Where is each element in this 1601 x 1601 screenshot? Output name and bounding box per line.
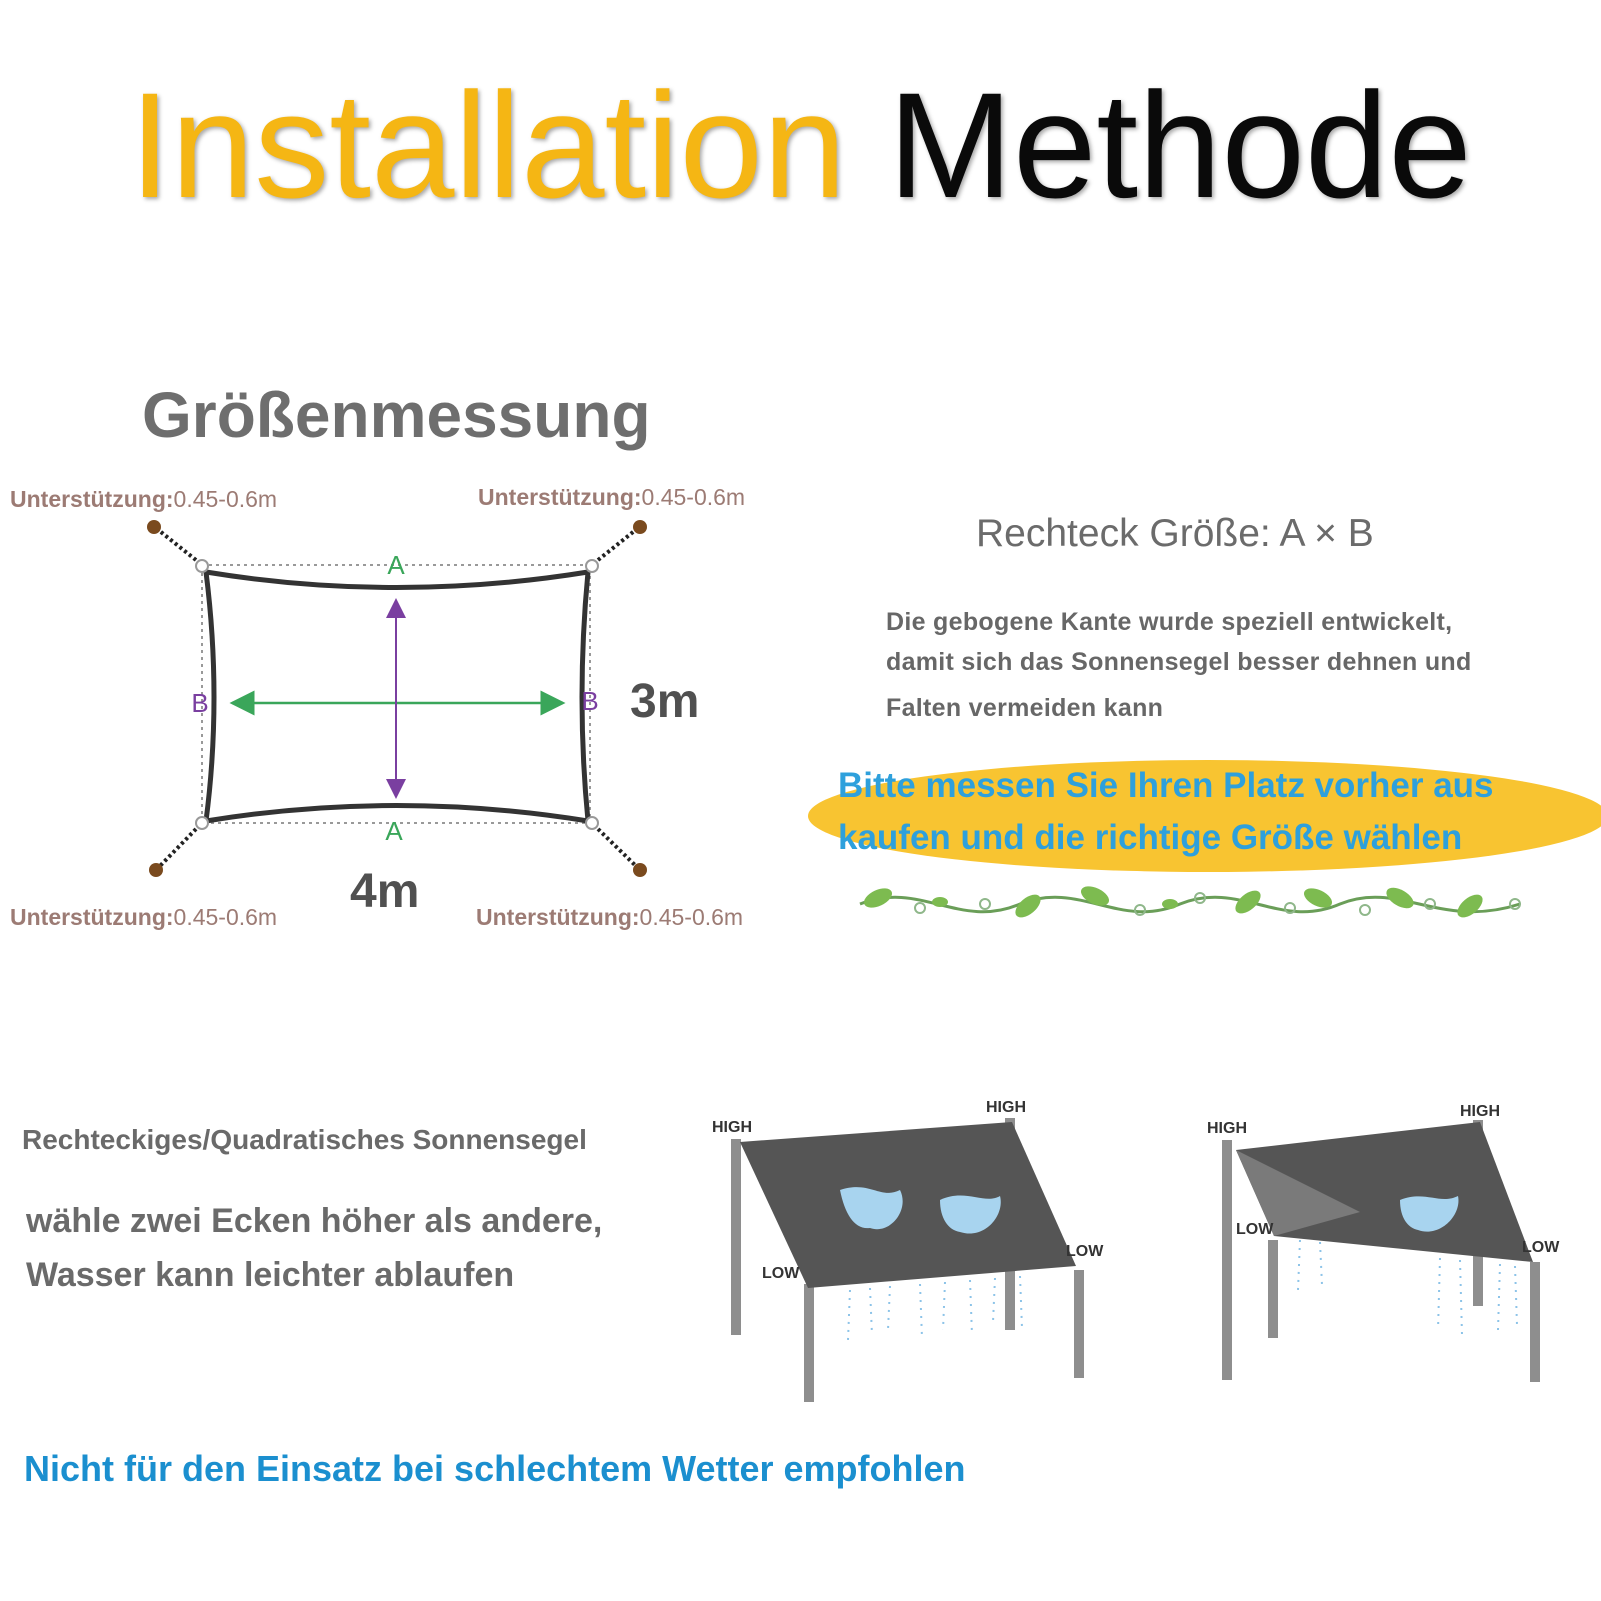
rain-illustration-twisted	[1207, 1103, 1560, 1382]
pole	[731, 1139, 741, 1335]
shade-sail	[740, 1122, 1076, 1288]
support-rope	[158, 829, 196, 868]
description-line: Die gebogene Kante wurde speziell entwickelt,	[886, 608, 1453, 636]
corner-label-high: HIGH	[986, 1099, 1026, 1116]
pole	[1268, 1240, 1278, 1338]
size-measurement-heading: Größenmessung	[142, 379, 651, 451]
vine-decoration	[860, 882, 1520, 921]
description-line: Falten vermeiden kann	[886, 694, 1164, 722]
title-word-methode: Methode	[888, 61, 1472, 229]
height-dimension: 3m	[630, 675, 700, 728]
support-label-key: Unterstützung:	[476, 904, 640, 930]
sail-type-subtitle: Rechteckiges/Quadratisches Sonnensegel	[22, 1124, 587, 1155]
corner-ring	[196, 817, 208, 829]
advice-line: Bitte messen Sie Ihren Platz vorher aus	[838, 766, 1494, 805]
edge-label-b-left: B	[191, 688, 209, 718]
support-rope	[598, 829, 638, 868]
corner-label-low: LOW	[1236, 1221, 1274, 1238]
corner-label-high: HIGH	[1460, 1103, 1500, 1120]
support-label-value: 0.45-0.6m	[173, 486, 278, 512]
corner-ring	[586, 817, 598, 829]
rain-illustration-rectangle	[712, 1099, 1104, 1402]
support-label-value: 0.45-0.6m	[173, 904, 278, 930]
weather-warning: Nicht für den Einsatz bei schlechtem Wetter empfohlen	[24, 1448, 966, 1489]
corner-label-low: LOW	[1066, 1243, 1104, 1260]
drainage-tip-line: wähle zwei Ecken höher als andere,	[26, 1202, 603, 1240]
anchor-point	[147, 520, 161, 534]
drainage-tip-line: Wasser kann leichter ablaufen	[26, 1256, 515, 1294]
title-word-installation: Installation	[129, 61, 847, 229]
pole	[804, 1284, 814, 1402]
edge-label-b-right: B	[581, 686, 599, 716]
support-label-key: Unterstützung:	[10, 486, 174, 512]
advice-line: kaufen und die richtige Größe wählen	[838, 818, 1463, 857]
support-rope	[156, 528, 196, 560]
corner-label-low: LOW	[1522, 1239, 1560, 1256]
edge-label-a-bottom: A	[385, 816, 403, 846]
anchor-point	[633, 520, 647, 534]
rectangle-size-formula: Rechteck Größe: A × B	[976, 512, 1374, 555]
edge-label-a-top: A	[387, 550, 405, 580]
corner-label-high: HIGH	[712, 1119, 752, 1136]
pole	[1074, 1270, 1084, 1378]
anchor-point	[149, 863, 163, 877]
corner-label-low: LOW	[762, 1265, 800, 1282]
support-label-key: Unterstützung:	[10, 904, 174, 930]
corner-ring	[586, 560, 598, 572]
pole	[1222, 1140, 1232, 1380]
anchor-point	[633, 863, 647, 877]
pole	[1530, 1262, 1540, 1382]
support-label-value: 0.45-0.6m	[641, 484, 746, 510]
description-line: damit sich das Sonnensegel besser dehnen und	[886, 648, 1472, 676]
corner-ring	[196, 560, 208, 572]
width-dimension: 4m	[350, 865, 420, 918]
corner-label-high: HIGH	[1207, 1120, 1247, 1137]
support-label-key: Unterstützung:	[478, 484, 642, 510]
water-drips	[848, 1276, 1022, 1340]
support-rope	[598, 528, 638, 560]
support-label-value: 0.45-0.6m	[639, 904, 744, 930]
